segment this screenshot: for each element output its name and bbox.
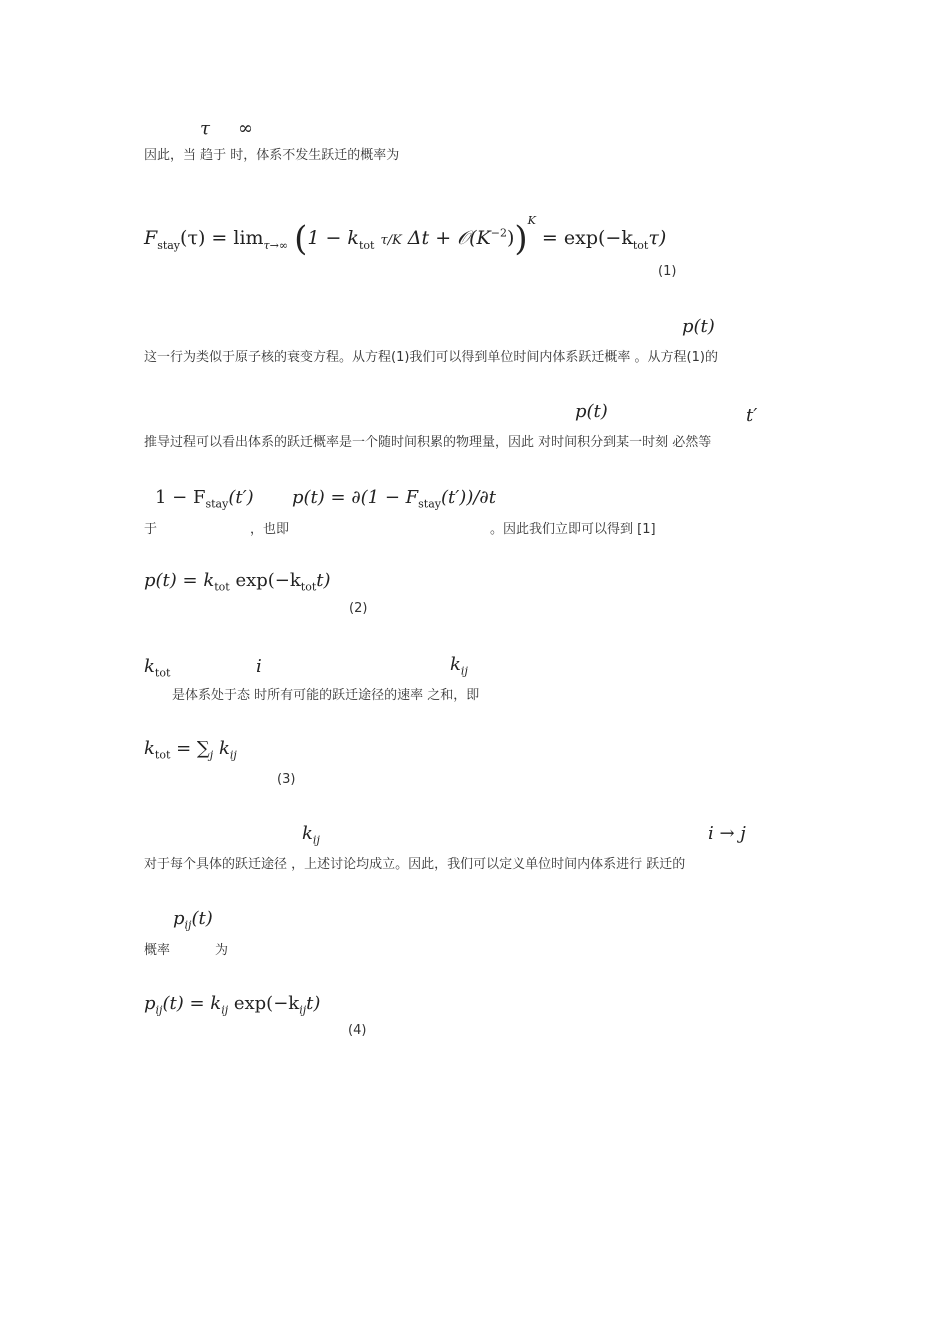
k-tot-sub: tot [154, 666, 171, 680]
p-ij-end: (t) [191, 908, 213, 929]
eq3-sum-sub: j [209, 748, 214, 762]
eq1-close-paren: ) [514, 219, 528, 259]
eq4-mid-sub: ij [221, 1003, 229, 1017]
expr-b-end: (t′))/∂t [440, 487, 496, 508]
eq1-inner-sub: tot [358, 238, 375, 252]
transition-symbol: i → j [708, 823, 746, 844]
equation-3 [144, 738, 237, 762]
equation-4 [144, 993, 320, 1017]
k-ij-k: k [450, 654, 461, 675]
k-ij-2-k: k [302, 823, 313, 844]
eq3-lhs-sub: tot [154, 748, 171, 762]
eq2-sub2: tot [300, 580, 317, 594]
p-ij-p: p [173, 908, 185, 929]
eq1-inner-rest: Δt + 𝒪(K [407, 227, 491, 249]
eq3-mid: = ∑ [176, 738, 210, 759]
eq1-rhs-sub: tot [632, 238, 649, 252]
equation-2-number: (2) [349, 601, 368, 616]
p-of-t-symbol: p(t) [682, 316, 715, 337]
eq1-inner-close: ) [506, 227, 515, 249]
eq4-lhs: p [144, 993, 156, 1014]
expr-a: 1 − F [155, 487, 206, 508]
k-tot-k: k [144, 656, 155, 677]
eq1-inner: 1 − k [307, 227, 359, 249]
equation-2 [144, 570, 331, 594]
eq1-lhs-sub: stay [157, 238, 181, 252]
paragraph-1-text: 因此，当 趋于 时，体系不发生跃迁的概率为 [144, 148, 400, 163]
eq2-sub1: tot [214, 580, 230, 594]
tau-symbol: τ [200, 118, 210, 139]
k-ij-2-sub: ij [312, 833, 320, 847]
paragraph-7-text-b: 为 [215, 943, 229, 958]
eq3-lhs: k [144, 738, 155, 759]
eq1-open-paren: ( [294, 219, 308, 259]
eq1-inner-sup: −2 [490, 226, 507, 240]
paragraph-4-text-a: 于 [144, 522, 158, 537]
p-ij-symbol [173, 908, 213, 932]
paragraph-2-text: 这一行为类似于原子核的衰变方程。从方程(1)我们可以得到单位时间内体系跃迁概率 。从方程(1)的 [144, 350, 718, 365]
equation-1-number: (1) [658, 264, 677, 279]
k-tot-symbol [144, 656, 170, 680]
paragraph-4-text-c: 。因此我们立即可以得到 [1] [490, 522, 656, 537]
p-of-t-symbol-2: p(t) [575, 401, 608, 422]
eq4-end: t) [306, 993, 321, 1014]
expr-a-end: (t′) [228, 487, 254, 508]
paragraph-6-text: 对于每个具体的跃迁途径 ，上述讨论均成立。因此，我们可以定义单位时间内体系进行 跃迁的 [144, 857, 686, 872]
k-ij-sub: ij [460, 664, 468, 678]
eq3-rhs: k [218, 738, 230, 759]
eq1-rhs-end: τ) [648, 227, 667, 249]
expression-one-minus-fstay [155, 487, 254, 511]
equation-4-number: (4) [348, 1023, 367, 1038]
eq2-end: t) [316, 570, 331, 591]
eq1-outer-sup: K [527, 214, 536, 227]
k-ij-symbol [450, 654, 468, 678]
i-symbol: i [256, 656, 262, 677]
expression-derivative [292, 487, 496, 511]
eq1-lhs: F [144, 227, 158, 249]
equation-1 [144, 214, 666, 259]
eq2-expr: p(t) = k [144, 570, 215, 591]
t-prime-symbol: t′ [746, 405, 758, 426]
eq4-rhs-sub: ij [299, 1003, 307, 1017]
paragraph-7-text-a: 概率 [144, 943, 171, 958]
eq1-lhs-arg: (τ) = lim [180, 227, 264, 249]
eq1-lim-sub: τ→∞ [263, 238, 289, 252]
p-ij-sub: ij [184, 918, 192, 932]
eq4-mid: (t) = k [162, 993, 222, 1014]
paragraph-4-text-b: ，也即 [250, 522, 290, 537]
eq4-rhs: exp(−k [233, 993, 300, 1014]
eq2-mid: exp(−k [235, 570, 301, 591]
infinity-symbol: ∞ [238, 118, 253, 139]
paragraph-3-text: 推导过程可以看出体系的跃迁概率是一个随时间积累的物理量，因此 对时间积分到某一时刻 必然等 [144, 435, 712, 450]
expr-a-sub: stay [205, 497, 229, 511]
eq1-frac: τ/K [380, 233, 402, 248]
expr-b: p(t) = ∂(1 − F [292, 487, 419, 508]
k-ij-symbol-2 [302, 823, 320, 847]
paragraph-5-text: 是体系处于态 时所有可能的跃迁途径的速率 之和，即 [172, 688, 480, 703]
eq4-lhs-sub: ij [155, 1003, 163, 1017]
expr-b-sub: stay [418, 497, 441, 511]
eq1-rhs: = exp(−k [541, 227, 633, 249]
equation-3-number: (3) [277, 772, 296, 787]
eq3-rhs-sub: ij [229, 748, 237, 762]
